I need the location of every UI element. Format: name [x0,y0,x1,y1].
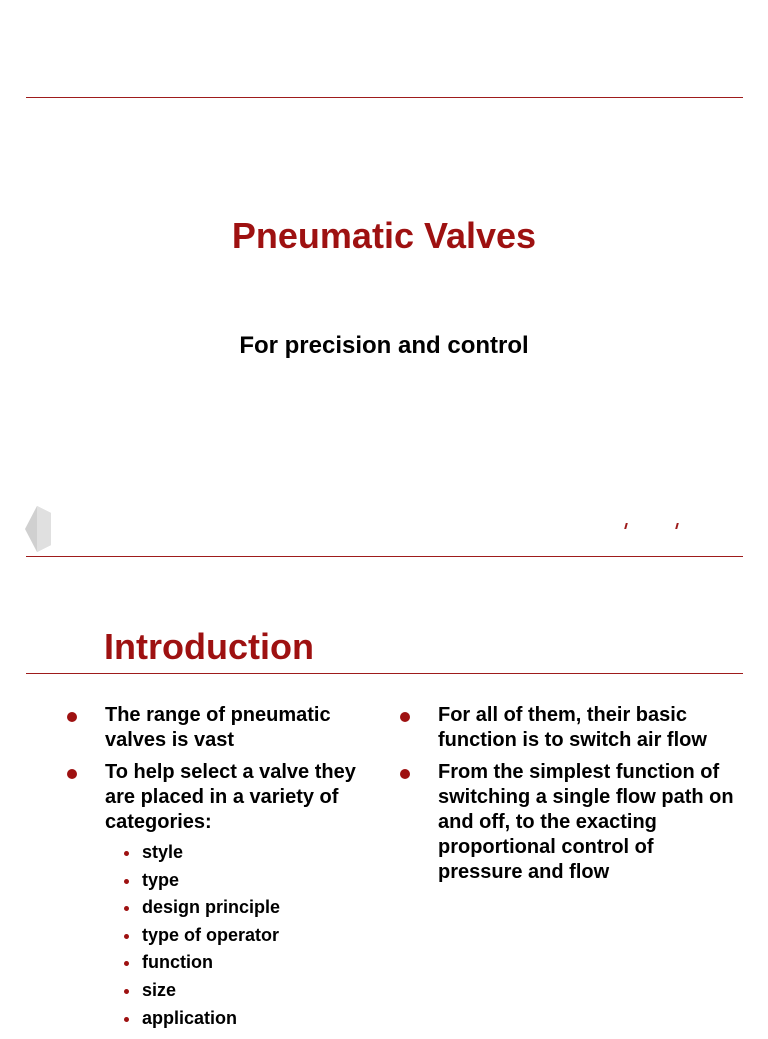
back-arrow-icon[interactable] [25,505,53,553]
footer-mark [624,523,628,529]
right-bullet-list [397,703,737,892]
bullet-dot-icon [124,879,129,884]
bottom-rule [26,556,743,557]
bullet-dot-icon [124,989,129,994]
title-rule [26,673,743,674]
footer-mark [675,523,679,529]
bullet-dot-icon [124,961,129,966]
sub-bullet-item: size [105,977,364,1005]
bullet-dot-icon [67,712,77,722]
bullet-dot-icon [124,934,129,939]
section-title: Introduction [104,626,314,667]
left-bullet-list [64,703,364,1039]
top-rule [26,97,743,98]
sub-bullet-item: function [105,949,364,977]
bullet-dot-icon [124,851,129,856]
bullet-item: From the simplest function of switching a single flow path on and off, to the exacting proportional control of pressure and flow [397,760,737,885]
bullet-dot-icon [400,769,410,779]
bullet-item: The range of pneumatic valves is vast [64,703,364,753]
bullet-dot-icon [67,769,77,779]
sub-bullet-item: style [105,839,364,867]
bullet-item: For all of them, their basic function is to switch air flow [397,703,737,753]
bullet-dot-icon [124,1017,129,1022]
slide-title: Pneumatic Valves [231,215,537,256]
sub-bullet-item: type of operator [105,922,364,950]
bullet-dot-icon [400,712,410,722]
sub-bullet-item: application [105,1005,364,1033]
bullet-dot-icon [124,906,129,911]
slide-subtitle: For precision and control [239,332,529,359]
sub-bullet-item: type [105,867,364,895]
bullet-item: To help select a valve they are placed in a variety of categories: style type design principle type of operator function size application [64,760,364,1032]
sub-bullet-item: design principle [105,894,364,922]
sub-bullet-list [105,839,364,1032]
